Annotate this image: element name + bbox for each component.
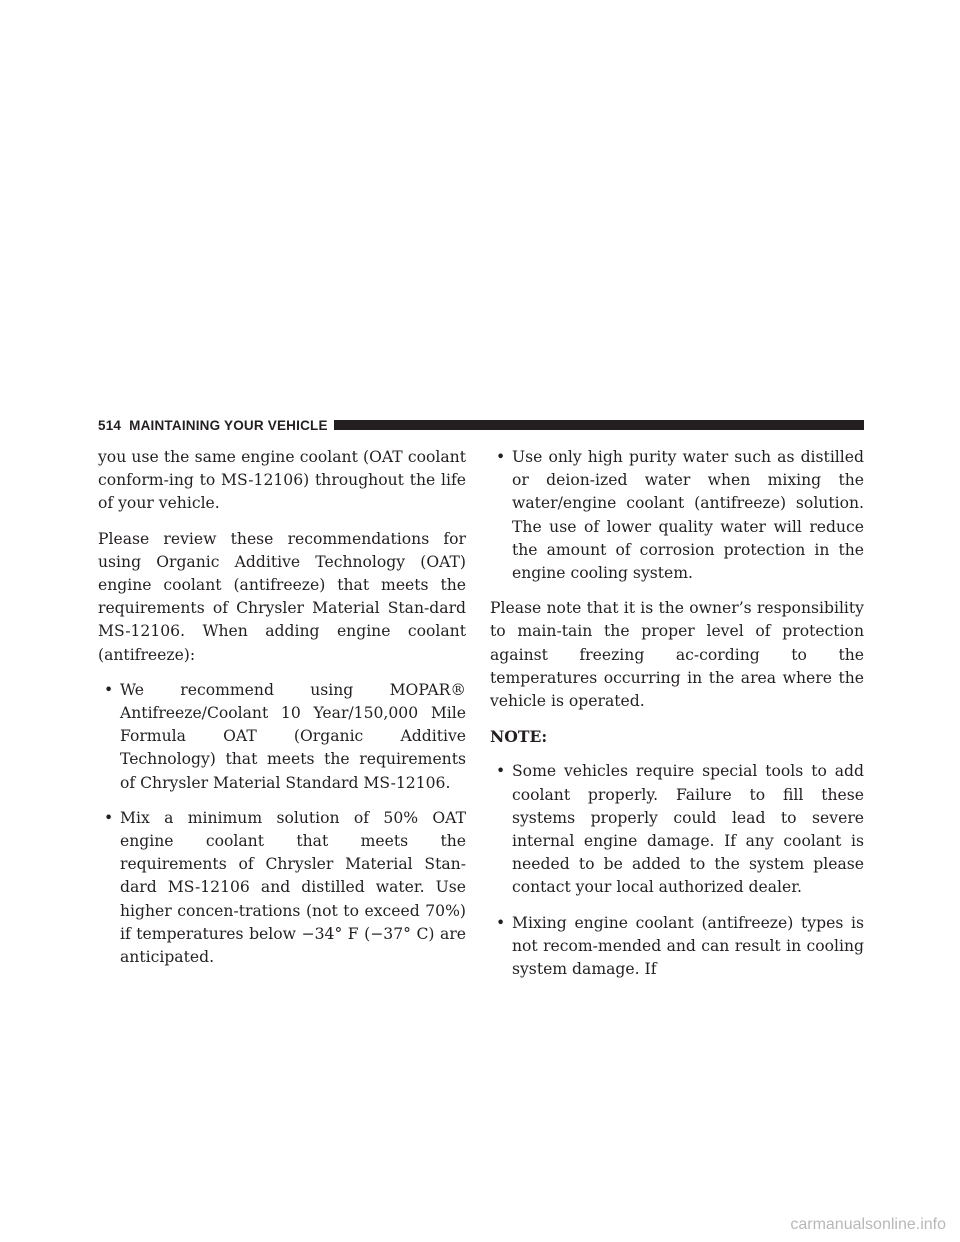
- right-column: [490, 446, 864, 993]
- bullet-icon: •: [496, 448, 506, 466]
- left-column: [98, 446, 466, 981]
- watermark-link[interactable]: carmanualsonline.info: [790, 1216, 946, 1233]
- list-item: [490, 446, 864, 585]
- paragraph: Please note that it is the owner’s responsibility to main-tain the proper level of protection against freezing ac-cording to the temperatures occurring in the area where the vehicle is operated.: [490, 599, 864, 711]
- bullet-icon: •: [104, 680, 114, 699]
- page-header: [98, 416, 864, 434]
- bullet-icon: •: [104, 808, 114, 827]
- list-item-text: We recommend using MOPAR® Antifreeze/Coolant 10 Year/150,000 Mile Formula OAT (Organic Additive Technology) that meets the requirements of Chrysler Material Standard MS-12106.: [120, 680, 466, 792]
- list-item-text: Mixing engine coolant (antifreeze) types is not recom-mended and can result in cooling system damage. If: [512, 913, 864, 979]
- list-item: [490, 912, 864, 982]
- paragraph: Please review these recommendations for using Organic Additive Technology (OAT) engine coolant (antifreeze) that meets the requirements of Chrysler Material Stan-dard MS-12106. When adding engine coolant (antifreeze):: [98, 529, 466, 664]
- list-item: [490, 760, 864, 899]
- note-heading: NOTE:: [490, 727, 548, 747]
- list-item: [98, 807, 466, 969]
- section-title: MAINTAINING YOUR VEHICLE: [129, 417, 328, 433]
- list-item-text: Use only high purity water such as distilled or deion-ized water when mixing the water/engine coolant (antifreeze) solution. The use of lower quality water will reduce the amount of corrosion protection in the engine cooling system.: [512, 448, 864, 583]
- paragraph: you use the same engine coolant (OAT coolant conform-ing to MS-12106) throughout the life of your vehicle.: [98, 448, 466, 513]
- page-number: 514: [98, 417, 122, 433]
- bullet-icon: •: [496, 762, 506, 781]
- bullet-icon: •: [496, 913, 506, 932]
- list-item-text: Mix a minimum solution of 50% OAT engine coolant that meets the requirements of Chrysler Material Stan-dard MS-12106 and distilled water. Use higher concen-trations (not to exceed 70%) if temperatures below −34° F (−37° C) are anticipated.: [120, 808, 466, 967]
- list-item: [98, 679, 466, 795]
- header-rule: [334, 420, 864, 430]
- list-item-text: Some vehicles require special tools to add coolant properly. Failure to fill these systems properly could lead to severe internal engine damage. If any coolant is needed to be added to the system please contact your local authorized dealer.: [512, 762, 864, 897]
